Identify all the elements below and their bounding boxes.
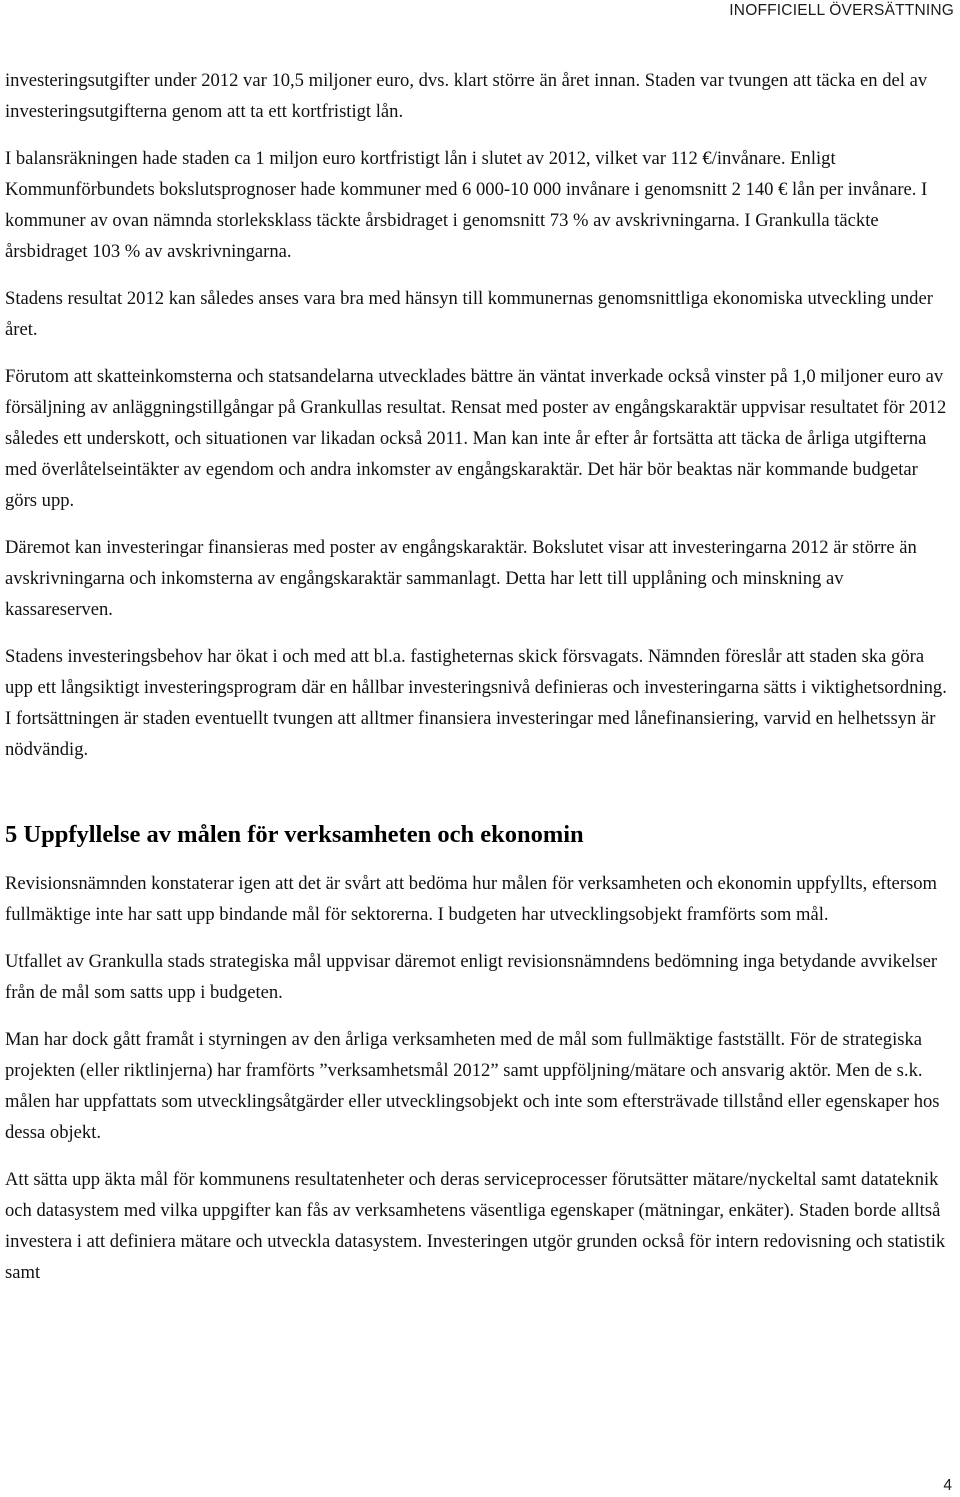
section-heading: 5 Uppfyllelse av målen för verksamheten och ekonomin [5,821,584,848]
paragraph: Att sätta upp äkta mål för kommunens resultatenheter och deras serviceprocesser förutsätter mätare/nyckeltal samt datateknik och datasystem med vilka uppgifter kan fås av verksamhetens väsentliga egenskaper (mätningar, enkäter). Staden borde alltså investera i att definiera mätare och utveckla datasystem. Investeringen utgör grunden också för intern redovisning och statistik samt [5,1169,946,1283]
paragraph: Revisionsnämnden konstaterar igen att det är svårt att bedöma hur målen för verksamheten och ekonomin uppfyllts, eftersom fullmäktige inte har satt upp bindande mål för sektorerna. I budgeten har utvecklingsobjekt framförts som mål. [5,873,938,925]
paragraph: Förutom att skatteinkomsterna och statsandelarna utvecklades bättre än väntat inverkade också vinster på 1,0 miljoner euro av försäljning av anläggningstillgångar på Grankullas resultat. Rensat med poster av engångskaraktär uppvisar resultatet för 2012 således ett underskott, och situationen var likadan också 2011. Man kan inte år efter år fortsätta att täcka de årliga utgifterna med överlåtelseintäkter av egendom och andra inkomster av engångskaraktär. Det här bör beaktas när kommande budgetar görs upp. [5,366,947,511]
paragraph: Stadens resultat 2012 kan således anses vara bra med hänsyn till kommunernas genomsnittliga ekonomiska utveckling under året. [5,288,933,340]
document-body [5,65,950,1304]
paragraph: Man har dock gått framåt i styrningen av den årliga verksamheten med de mål som fullmäktige fastställt. För de strategiska projekten (eller riktlinjerna) har framförts ”verksamhetsmål 2012” samt uppföljning/mätare och ansvarig aktör. Men de s.k. målen har uppfattats som utvecklingsåtgärder eller utvecklingsobjekt och inte som eftersträvade tillstånd eller egenskaper hos dessa objekt. [5,1029,940,1143]
page-number: 4 [943,1477,952,1494]
header-label: INOFFICIELL ÖVERSÄTTNING [729,2,954,19]
paragraph: Stadens investeringsbehov har ökat i och med att bl.a. fastigheternas skick försvagats. Nämnden föreslår att staden ska göra upp ett långsiktigt investeringsprogram där en hållbar investeringsnivå definieras och investeringarna sätts i viktighetsordning. I fortsättningen är staden eventuellt tvungen att alltmer finansiera investeringar med lånefinansiering, varvid en helhetssyn är nödvändig. [5,646,947,760]
paragraph: investeringsutgifter under 2012 var 10,5 miljoner euro, dvs. klart större än året innan. Staden var tvungen att täcka en del av investeringsutgifterna genom att ta ett kortfristigt lån. [5,70,928,122]
paragraph: I balansräkningen hade staden ca 1 miljon euro kortfristigt lån i slutet av 2012, vilket var 112 €/invånare. Enligt Kommunförbundets bokslutsprognoser hade kommuner med 6 000-10 000 invånare i genomsnitt 2 140 € lån per invånare. I kommuner av ovan nämnda storleksklass täckte årsbidraget i genomsnitt 73 % av avskrivningarna. I Grankulla täckte årsbidraget 103 % av avskrivningarna. [5,148,928,262]
paragraph: Utfallet av Grankulla stads strategiska mål uppvisar däremot enligt revisionsnämndens bedömning inga betydande avvikelser från de mål som satts upp i budgeten. [5,951,938,1003]
paragraph: Däremot kan investeringar finansieras med poster av engångskaraktär. Bokslutet visar att investeringarna 2012 är större än avskrivningarna och inkomsterna av engångskaraktär sammanlagt. Detta har lett till upplåning och minskning av kassareserven. [5,537,917,620]
